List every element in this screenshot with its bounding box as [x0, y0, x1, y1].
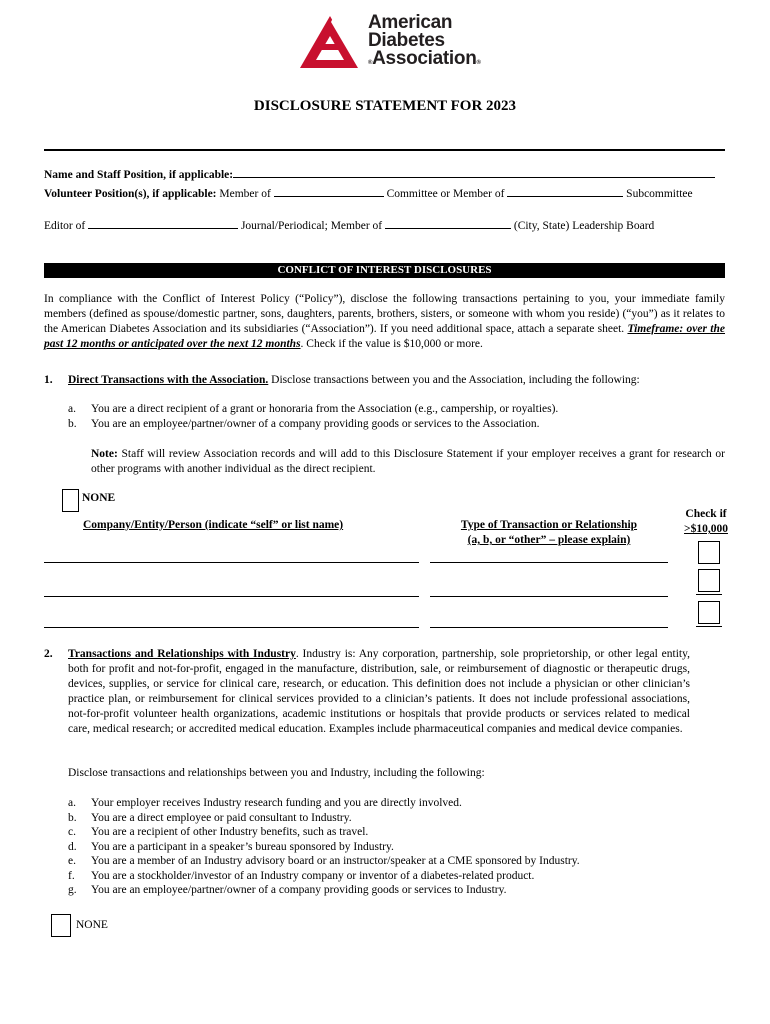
section-1-title: Direct Transactions with the Association. — [68, 374, 269, 386]
check-10000-box-1[interactable] — [698, 541, 720, 564]
name-position-field[interactable] — [233, 167, 715, 178]
list-item: g. You are an employee/partner/owner of a company providing goods or services to Industry. — [68, 884, 507, 896]
company-line-2[interactable] — [44, 596, 419, 597]
section-2-number: 2. — [44, 648, 53, 660]
intro-text-1: In compliance with the Conflict of Interest Policy (“Policy”), disclose the following transactions pertaining to you, your immediate family members (defined as spouse/domestic partner, sons, daughters, parents, brothers, sisters, or someone with whom you reside) (“you”) as it relates to the American Diabetes Association and its subsidiaries (“Association”). If you need additional space, attach a separate sheet. — [44, 293, 725, 335]
page-title: DISCLOSURE STATEMENT FOR 2023 — [253, 98, 517, 114]
section-1-intro: Disclose transactions between you and the Association, including the following: — [268, 374, 640, 386]
list-item: f. You are a stockholder/investor of an Industry company or inventor of a diabetes-related product. — [68, 869, 535, 882]
list-item: a. You are a direct recipient of a grant or honoraria from the Association (e.g., campership, or royalties). — [68, 403, 559, 415]
list-item: d. You are a participant in a speaker’s bureau sponsored by Industry. — [68, 840, 394, 853]
logo-reg-small: ® — [368, 60, 373, 66]
leadership-board-label: (City, State) Leadership Board — [513, 220, 655, 232]
logo-wordmark — [368, 14, 481, 72]
col-check-header: Check if >$10,000 — [684, 508, 728, 535]
section-1-none-checkbox[interactable] — [62, 489, 79, 512]
check-box-underline — [696, 594, 722, 595]
list-item: e. You are a member of an Industry advisory board or an instructor/speaker at a CME sponsored by Industry. — [68, 855, 580, 867]
section-2-definition: . Industry is: Any corporation, partnership, sole proprietorship, or other legal entity, both for profit and not-for-profit, engaged in the manufacture, distribution, sale, or reimbursement of diagnostic or therapeutic drugs, devices, supplies, or service for clinical care, research, or education. This definition does not include a physician or other clinician’s practice plan, or reimbursement for clinical services provided to a clinician’s patients. It does not include professional associations, not-for-profit volunteer health organizations, academic institutions or hospitals that provide products or services related to medical care, medical research; or accredited medical education. Examples include pharmaceutical companies and medical device companies. — [68, 648, 690, 735]
intro-paragraph — [44, 292, 725, 352]
intro-text-2: . Check if the value is $10,000 or more. — [300, 338, 483, 350]
editor-of-label: Editor of — [44, 220, 86, 232]
name-position-row — [44, 167, 715, 181]
member-of-label: Member of — [219, 188, 271, 200]
logo-line-1: American — [368, 12, 453, 33]
type-line-2[interactable] — [430, 596, 668, 597]
section-2-none-checkbox[interactable] — [51, 914, 71, 937]
volunteer-position-row — [44, 186, 693, 200]
section-1-number: 1. — [44, 374, 53, 386]
note-text: Staff will review Association records and will add to this Disclosure Statement if your employer receives a grant for research or other programs with another individual as the direct recipient. — [91, 448, 725, 475]
col-type-header: Type of Transaction or Relationship (a, b, or “other” – please explain) — [460, 519, 638, 546]
section-1-heading — [44, 373, 725, 388]
list-item: b. You are an employee/partner/owner of a company providing goods or services to the Association. — [68, 417, 540, 430]
committee-field[interactable] — [274, 186, 384, 197]
col-company-header: Company/Entity/Person (indicate “self” or list name) — [83, 519, 344, 531]
list-item: a. Your employer receives Industry research funding and you are directly involved. — [68, 797, 462, 809]
section-2-title: Transactions and Relationships with Industry — [68, 648, 296, 660]
check-10000-box-2[interactable] — [698, 569, 720, 592]
logo-line-2: Diabetes — [368, 30, 445, 51]
list-item: b. You are a direct employee or paid consultant to Industry. — [68, 811, 352, 824]
name-position-label: Name and Staff Position, if applicable: — [44, 169, 234, 181]
title-divider — [44, 149, 725, 151]
timeframe-text: Timeframe: over the past 12 months or anticipated over the next 12 months — [44, 323, 725, 350]
check-box-underline — [696, 626, 722, 627]
check-10000-box-3[interactable] — [698, 601, 720, 624]
section-2-list — [68, 796, 580, 898]
type-line-1[interactable] — [430, 562, 668, 563]
list-item: c. You are a recipient of other Industry benefits, such as travel. — [68, 826, 369, 838]
section-1-none-label: NONE — [82, 492, 116, 504]
logo-line-3: Association — [372, 48, 477, 69]
company-line-3[interactable] — [44, 627, 419, 628]
ada-logo — [300, 14, 490, 74]
subcommittee-field[interactable] — [507, 186, 623, 197]
journal-member-label: Journal/Periodical; Member of — [240, 220, 383, 232]
section-2-paragraph — [68, 647, 690, 737]
note-label: Note: — [91, 448, 118, 460]
company-line-1[interactable] — [44, 562, 419, 563]
journal-field[interactable] — [88, 218, 238, 229]
editor-row — [44, 218, 654, 232]
type-line-3[interactable] — [430, 627, 668, 628]
committee-member-label: Committee or Member of — [386, 188, 505, 200]
section-1-note — [91, 447, 725, 477]
conflict-banner: CONFLICT OF INTEREST DISCLOSURES — [44, 263, 725, 278]
volunteer-position-label: Volunteer Position(s), if applicable: — [44, 188, 217, 200]
ada-triangle-icon — [300, 14, 366, 70]
leadership-board-field[interactable] — [385, 218, 511, 229]
section-2-none-label: NONE — [76, 919, 108, 931]
section-1-list — [68, 402, 558, 431]
logo-reg: ® — [476, 60, 481, 66]
section-2-disclose: Disclose transactions and relationships between you and Industry, including the following: — [68, 767, 485, 779]
subcommittee-label: Subcommittee — [626, 188, 693, 200]
